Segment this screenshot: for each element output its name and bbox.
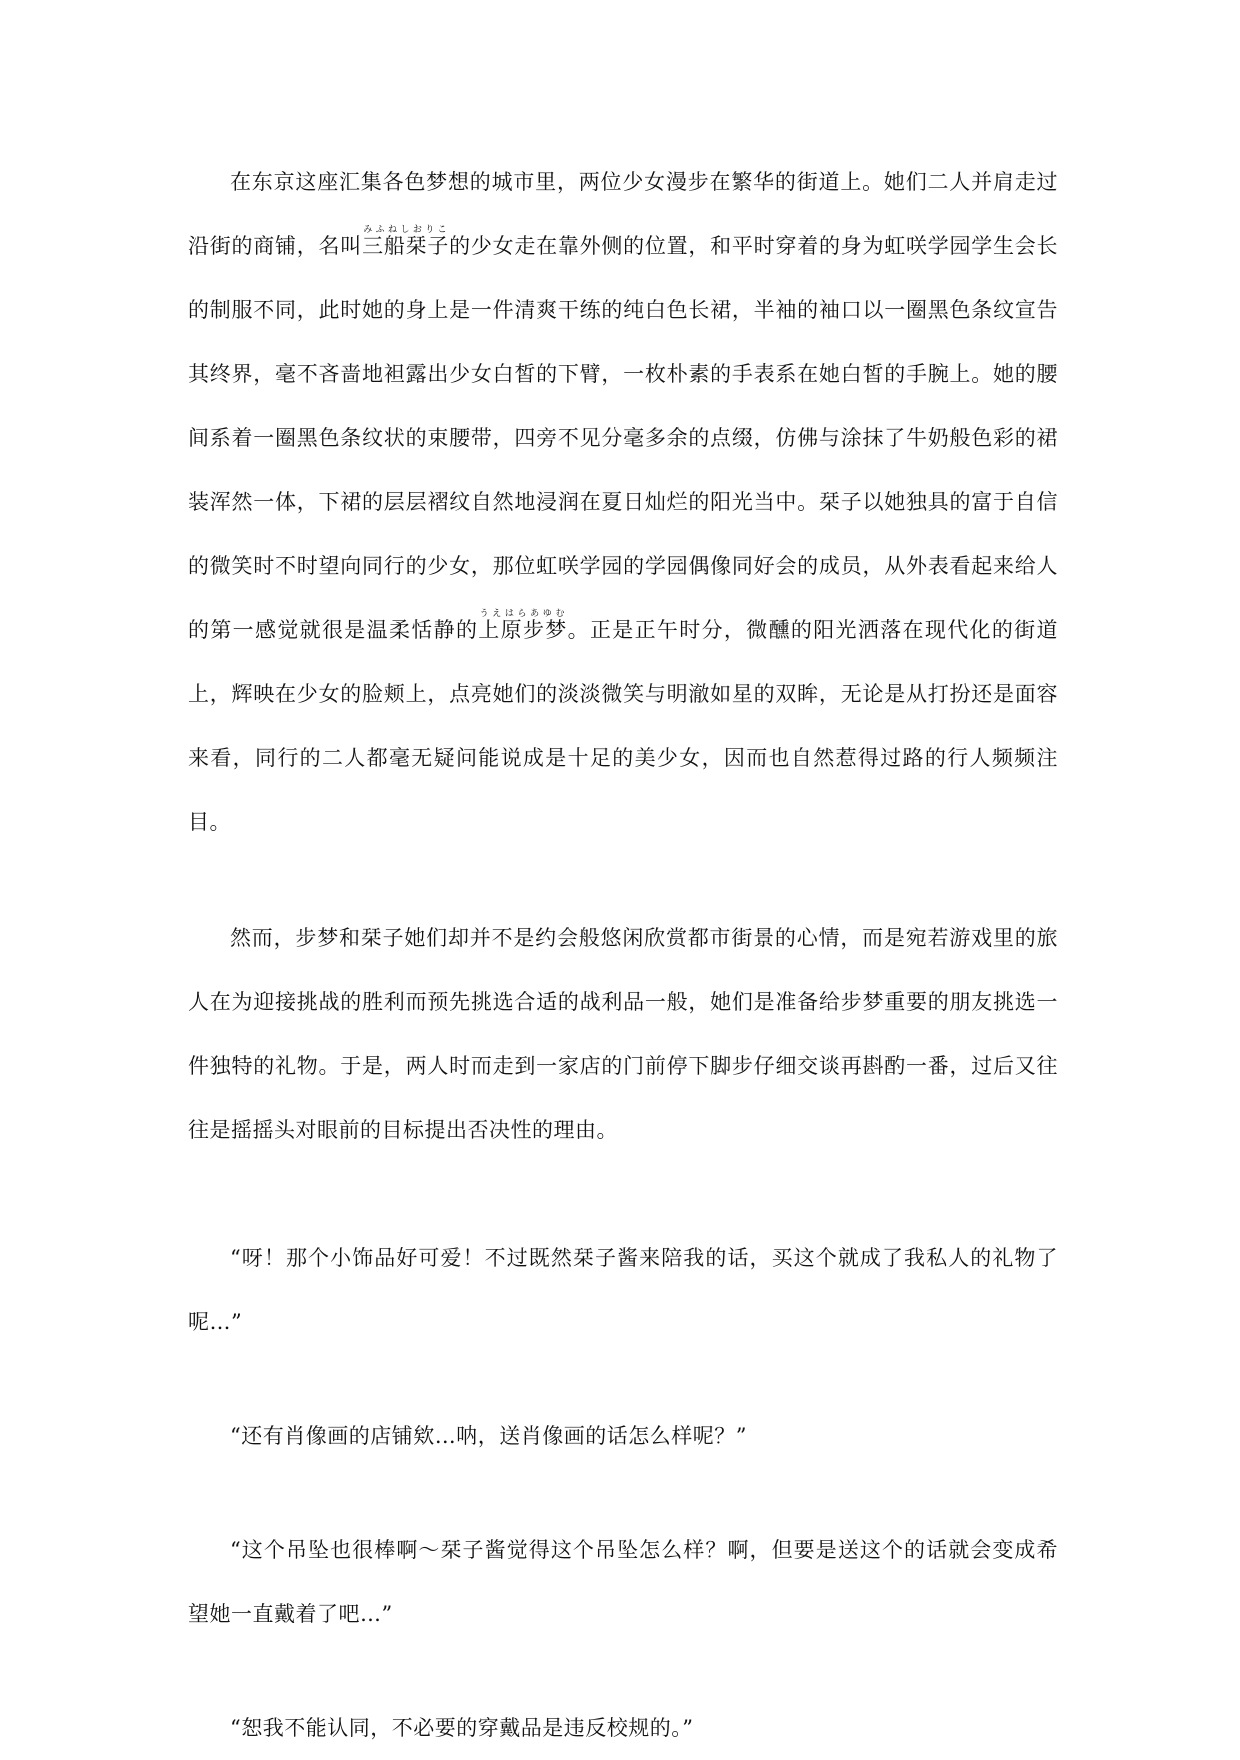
dialogue-line-4 xyxy=(188,1696,1058,1760)
paragraph-1 xyxy=(188,150,1058,854)
text-segment: 的少女走在靠外侧的位置，和平时穿着的身为虹咲学园学生会长的制服不同，此时她的身上是一件清爽干练的纯白色长裙，半袖的袖口以一圈黑色条纹宣告其终界，毫不吝啬地袒露出少女白皙的下臂，一枚朴素的手表系在她白皙的手腕上。她的腰间系着一圈黑色条纹状的束腰带，四旁不见分毫多余的点缀，仿佛与涂抹了牛奶般色彩的裙装浑然一体，下裙的层层褶纹自然地浸润在夏日灿烂的阳光当中。栞子以她独具的富于自信的微笑时不时望向同行的少女，那位虹咲学园的学园偶像同好会的成员，从外表看起来给人的第一感觉就很是温柔恬静的 xyxy=(188,234,1059,642)
text-segment: 然而，步梦和栞子她们却并不是约会般悠闲欣赏都市街景的心情，而是宛若游戏里的旅人在为迎接挑战的胜利而预先挑选合适的战利品一般，她们是准备给步梦重要的朋友挑选一件独特的礼物。于是，两人时而走到一家店的门前停下脚步仔细交谈再斟酌一番，过后又往往是摇摇头对眼前的目标提出否决性的理由。 xyxy=(188,926,1058,1142)
text-segment: “这个吊坠也很棒啊～栞子酱觉得这个吊坠怎么样？啊，但要是送这个的话就会变成希望她一直戴着了吧…” xyxy=(188,1538,1058,1626)
dialogue-line-2 xyxy=(188,1404,1058,1468)
dialogue-line-3 xyxy=(188,1518,1058,1646)
dialogue-line-1 xyxy=(188,1226,1058,1354)
text-segment: “恕我不能认同，不必要的穿戴品是违反校规的。” xyxy=(230,1716,694,1740)
ruby-name-ayumu: 上原步梦うえはらあゆむ xyxy=(478,609,568,642)
text-segment: “呀！那个小饰品好可爱！不过既然栞子酱来陪我的话，买这个就成了我私人的礼物了呢…” xyxy=(188,1246,1058,1334)
text-segment: “还有肖像画的店铺欸…呐，送肖像画的话怎么样呢？” xyxy=(230,1424,747,1448)
document-page xyxy=(188,150,1058,1760)
text-segment: 。正是正午时分，微醺的阳光洒落在现代化的街道上，辉映在少女的脸颊上，点亮她们的淡淡微笑与明澈如星的双眸，无论是从打扮还是面容来看，同行的二人都毫无疑问能说成是十足的美少女，因而也自然惹得过路的行人频频注目。 xyxy=(188,618,1059,834)
paragraph-2 xyxy=(188,906,1058,1162)
text-segment: 在东京这座汇集各色梦想的城市里，两位少女漫步在繁华的街道上。她们二人并肩走过沿街的商铺，名叫 xyxy=(188,170,1058,258)
ruby-name-shioriko: 三船栞子みふねしおりこ xyxy=(362,225,450,258)
